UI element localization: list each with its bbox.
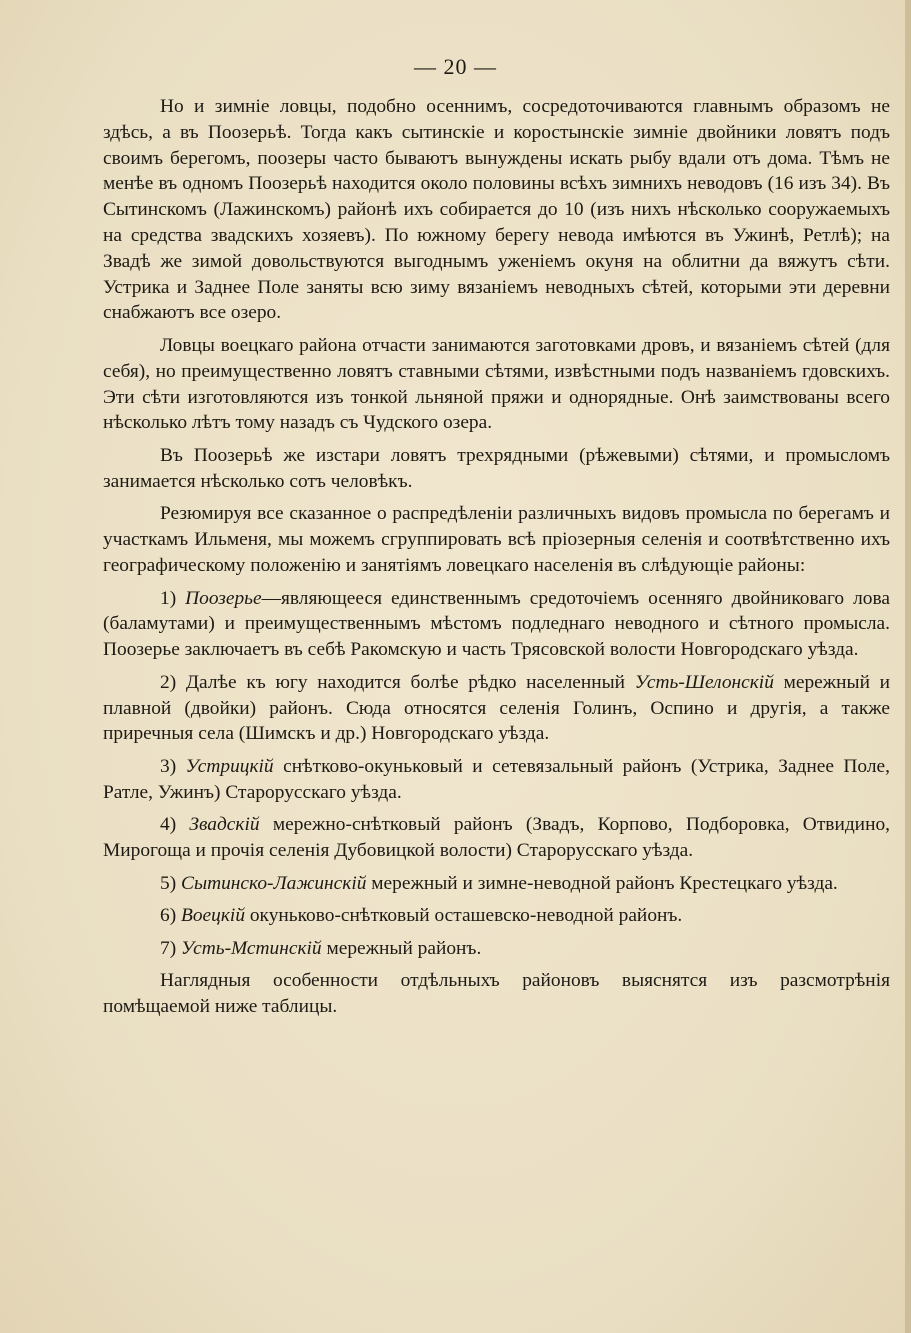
list-item-district-5: 5) Сытинско-Лажинскій мережный и зимне-неводной районъ Крестецкаго уѣзда. [160,872,838,894]
page-edge [905,0,911,1333]
body-text [103,94,890,1027]
list-item-district-4: 4) Звадскій мережно-снѣтковый районъ (Звадъ, Корпово, Подборовка, Отвидино, Мирогоща и прочія селенія Дубовицкой волости) Старорусскаго уѣзда. [103,814,890,862]
list-item-district-3: 3) Устрицкій снѣтково-окуньковый и сетевязальный районъ (Устрика, Заднее Поле, Ратле, Ужинъ) Старорусскаго уѣзда. [103,755,890,803]
paragraph-voetsky-fishers: Ловцы воецкаго района отчасти занимаются заготовками дровъ, и вязаніемъ сѣтей (для себя), но преимущественно ловятъ ставными сѣтями, извѣстными подъ названіемъ гдовскихъ. Эти сѣти изготовляются изъ тонкой льняной пряжи и однорядные. Онѣ заимствованы всего нѣсколько лѣтъ тому назадъ съ Чудского озера. [103,334,890,434]
paragraph-winter-fishers: Но и зимніе ловцы, подобно осеннимъ, сосредоточиваются главнымъ образомъ не здѣсь, а въ Поозерьѣ. Тогда какъ сытинскіе и коростынскіе зимніе двойники ловятъ подъ своимъ берегомъ, поозеры часто бываютъ вынуждены искать рыбу вдали отъ дома. Тѣмъ не менѣе въ одномъ Поозерьѣ находится около половины всѣхъ зимнихъ неводовъ (16 изъ 34). Въ Сытинскомъ (Лажинскомъ) районѣ ихъ собирается до 10 (изъ нихъ нѣсколько сооружаемыхъ на средства звадскихъ хозяевъ). По южному берегу невода имѣются въ Ужинѣ, Ретлѣ); на Звадѣ же зимой довольствуются выгоднымъ уженіемъ окуня на облитни да вяжутъ сѣти. Устрика и Заднее Поле заняты всю зиму вязаніемъ неводныхъ сѣтей, которыми эти деревни снабжаютъ все озеро. [103,96,890,324]
list-item-district-6: 6) Воецкій окуньково-снѣтковый осташевско-неводной районъ. [160,905,683,927]
paragraph-poozerye-nets: Въ Поозерьѣ же изстари ловятъ трехрядными (рѣжевыми) сѣтями, и промысломъ занимается нѣсколько сотъ человѣкъ. [103,444,890,492]
list-item-district-1: 1) Поозерье—являющееся единственнымъ средоточіемъ осенняго двойниковаго лова (баламутами) и преимущественнымъ мѣстомъ подледнаго неводного и сѣтного промысла. Поозерье заключаетъ въ себѣ Ракомскую и часть Трясовской волости Новгородскаго уѣзда. [103,587,890,661]
paragraph-conclusion: Наглядныя особенности отдѣльныхъ районовъ выяснятся изъ разсмотрѣнія помѣщаемой ниже таблицы. [103,970,890,1018]
page-number: — 20 — [414,54,497,79]
paragraph-summary: Резюмируя все сказанное о распредѣленіи различныхъ видовъ промысла по берегамъ и участкамъ Ильменя, мы можемъ сгруппировать всѣ пріозерныя селенія и соотвѣтственно ихъ географическому положенію и занятіямъ ловецкаго населенія въ слѣдующіе районы: [103,503,890,576]
list-item-district-7: 7) Усть-Мстинскій мережный районъ. [160,937,482,959]
list-item-district-2: 2) Далѣе къ югу находится болѣе рѣдко населенный Усть-Шелонскій мережный и плавной (двойки) районъ. Сюда относятся селенія Голинъ, Оспино и другія, а также приречныя села (Шимскъ и др.) Новгородскаго уѣзда. [103,671,890,745]
